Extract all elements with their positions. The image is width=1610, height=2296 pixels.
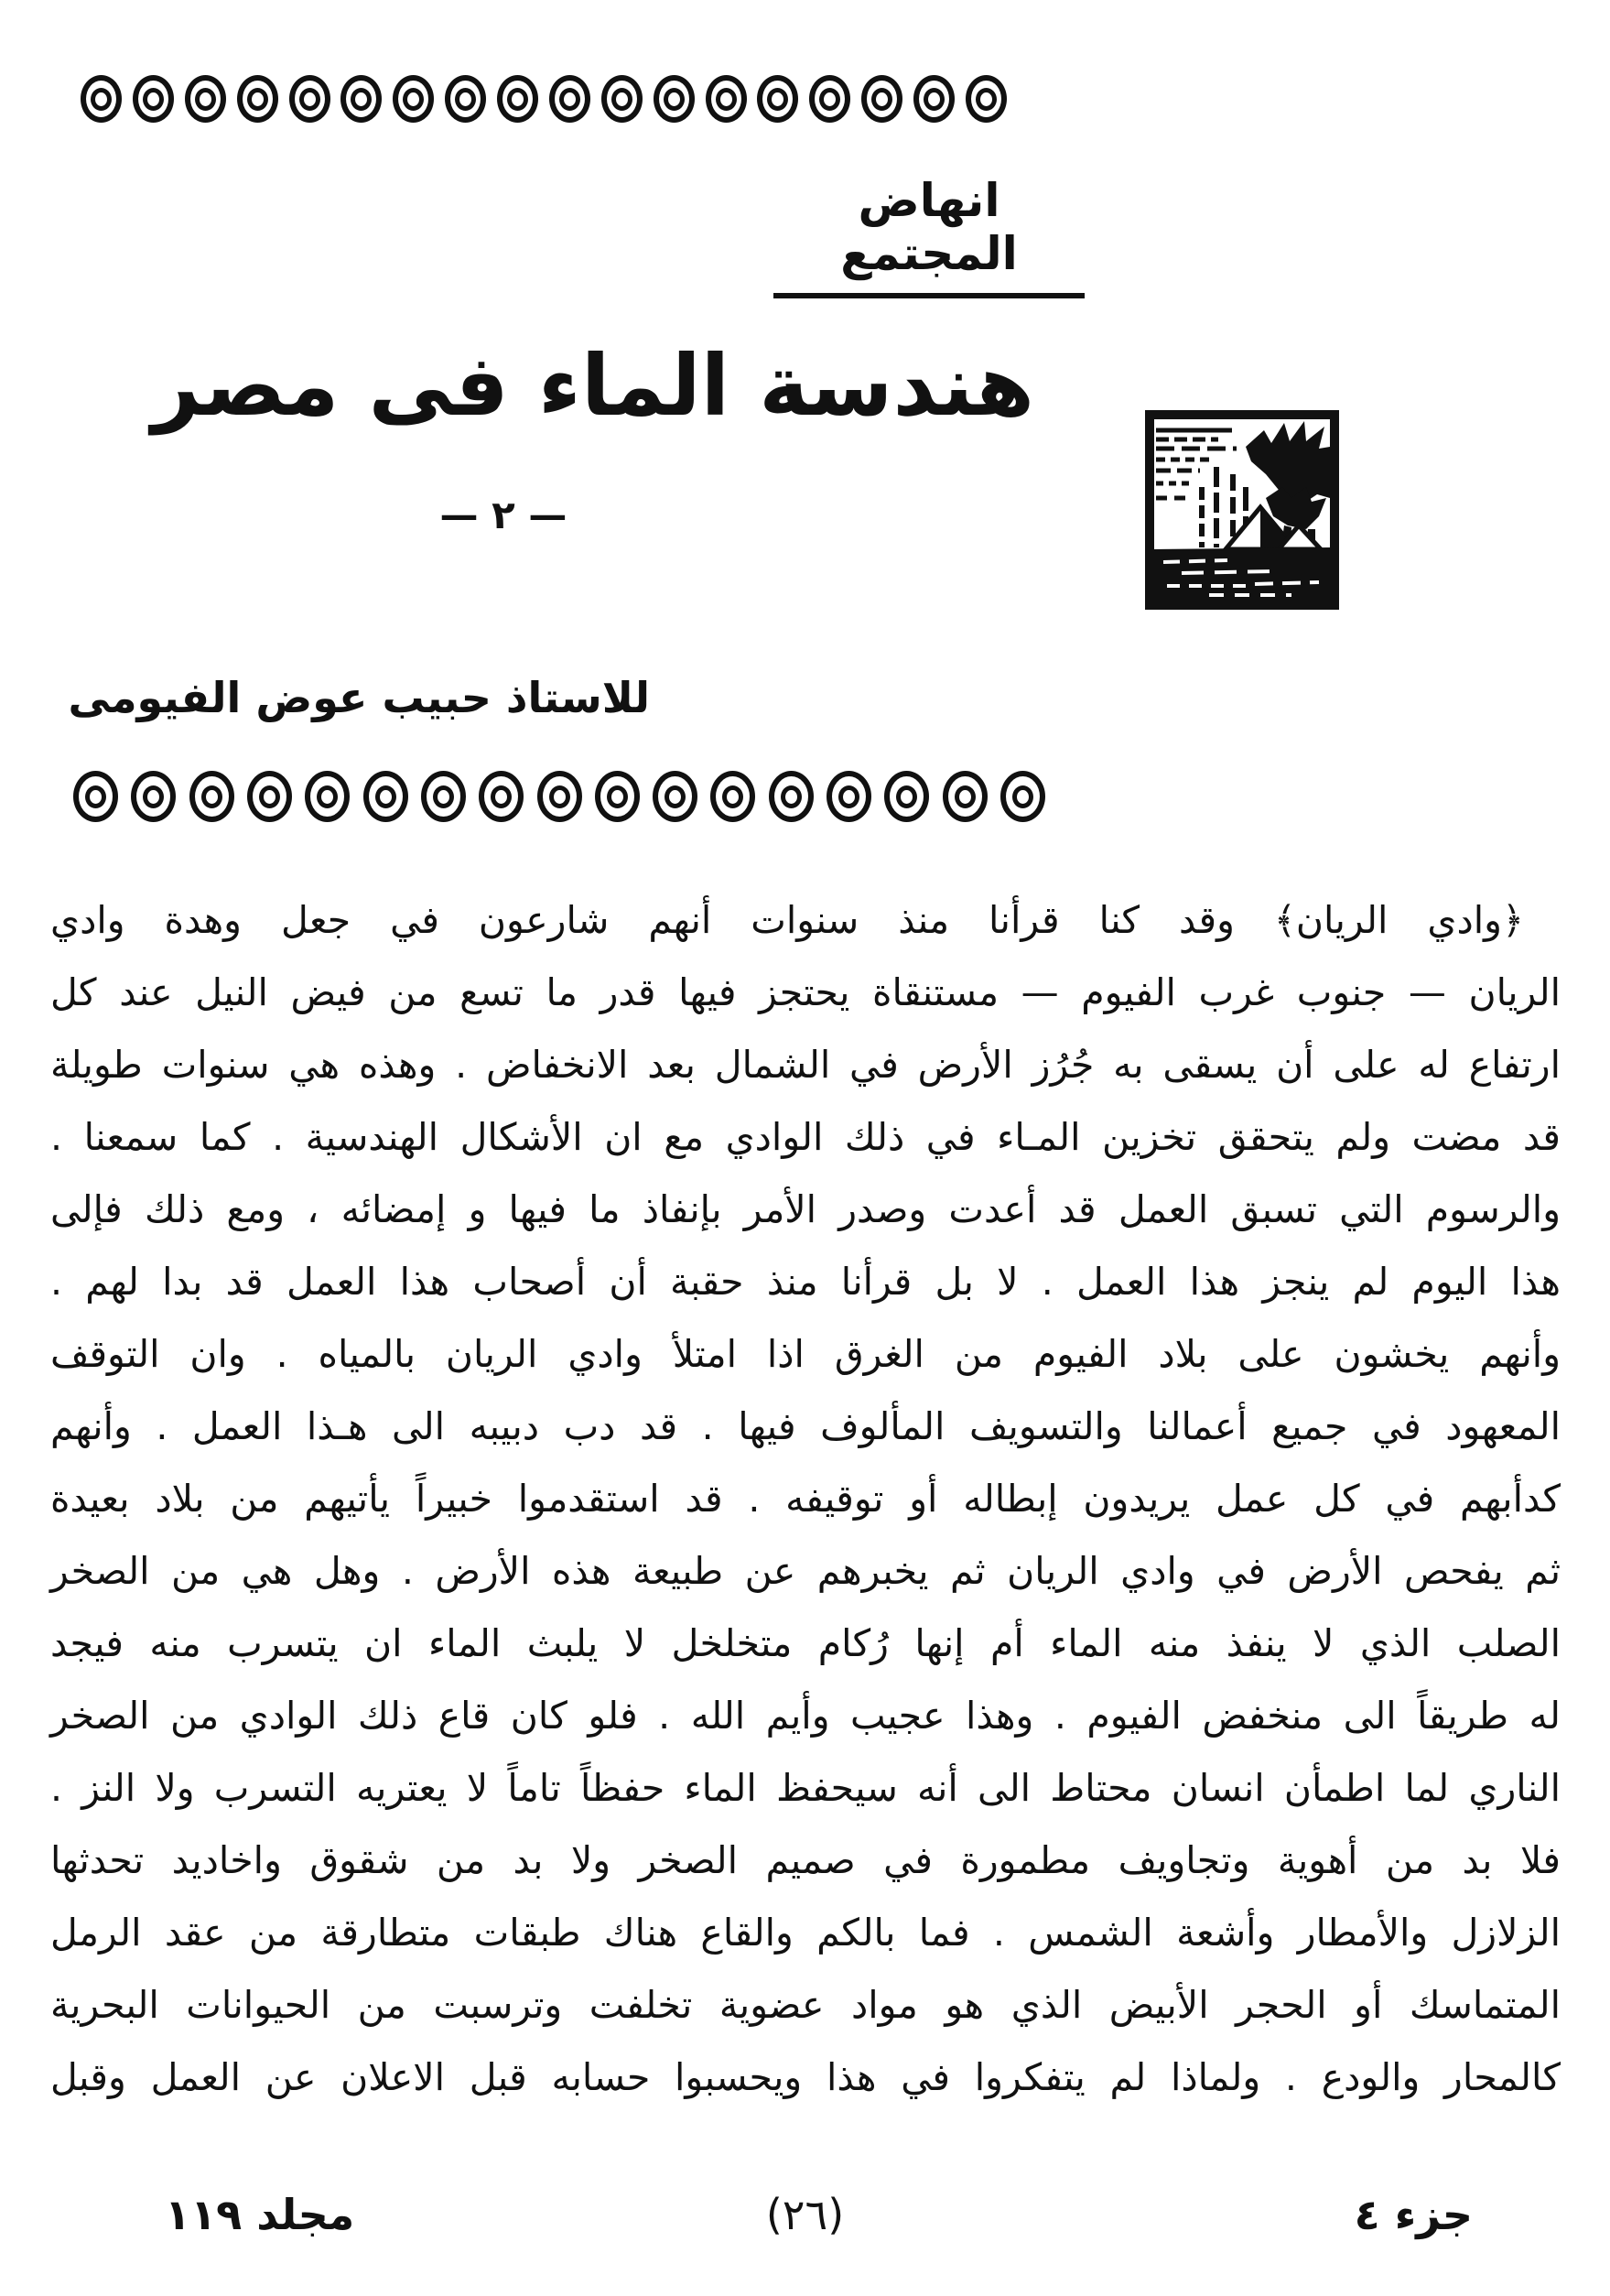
double-circle-ornament-inner — [607, 785, 628, 808]
double-circle-ornament-inner — [1012, 785, 1033, 808]
double-circle-ornament-icon — [861, 75, 902, 123]
body-line: الريان — جنوب غرب الفيوم — مستنقاة يحتجز فيها قدر ما تسع من فيض النيل عند كل — [50, 970, 1561, 1014]
double-circle-ornament-inner — [91, 88, 112, 111]
double-circle-ornament-icon — [305, 771, 350, 822]
ornament-row-top — [81, 75, 1007, 123]
double-circle-ornament-icon — [809, 75, 850, 123]
double-circle-ornament-icon — [769, 771, 814, 822]
double-circle-ornament-inner — [955, 785, 976, 808]
body-line: وأنهم يخشون على بلاد الفيوم من الغرق اذا امتلأ وادي الريان بالمياه . وان التوقف — [50, 1332, 1561, 1376]
body-line: قد مضت ولم يتحقق تخزين المـاء في ذلك الوادي مع ان الأشكال الهندسية . كما سمعنا . — [50, 1115, 1561, 1159]
double-circle-ornament-icon — [549, 75, 590, 123]
double-circle-ornament-inner — [433, 785, 454, 808]
article-title: هندسة الماء فى مصر — [151, 337, 1034, 435]
double-circle-ornament-inner — [491, 785, 512, 808]
double-circle-ornament-inner — [976, 88, 997, 111]
double-circle-ornament-icon — [340, 75, 382, 123]
double-circle-ornament-inner — [143, 785, 164, 808]
double-circle-ornament-icon — [421, 771, 466, 822]
footer-volume-label: مجلد ١١٩ — [165, 2190, 355, 2239]
double-circle-ornament-inner — [403, 88, 424, 111]
body-line: والرسوم التي تسبق العمل قد أعدت وصدر الأمر بإنفاذ ما فيها و إمضائه ، ومع ذلك فإلى — [50, 1187, 1561, 1231]
palms-pyramids-woodcut-icon — [1145, 410, 1339, 610]
double-circle-ornament-icon — [289, 75, 330, 123]
double-circle-ornament-inner — [299, 88, 320, 111]
double-circle-ornament-icon — [913, 75, 955, 123]
double-circle-ornament-icon — [1000, 771, 1045, 822]
vignette-illustration — [1145, 410, 1339, 610]
section-header — [773, 174, 1085, 298]
double-circle-ornament-inner — [611, 88, 632, 111]
double-circle-ornament-inner — [716, 88, 737, 111]
double-circle-ornament-inner — [259, 785, 280, 808]
double-circle-ornament-icon — [247, 771, 292, 822]
footer-page-number: (٢٦) — [765, 2190, 845, 2239]
body-line: المتماسك أو الحجر الأبيض الذي هو مواد عضوية تخلفت وترسبت من الحيوانات البحرية — [50, 1983, 1561, 2027]
double-circle-ornament-icon — [653, 771, 697, 822]
double-circle-ornament-inner — [549, 785, 570, 808]
double-circle-ornament-icon — [81, 75, 122, 123]
body-line: فلا بد من أهوية وتجاويف مطمورة في صميم الصخر ولا بد من شقوق واخاديد تحدثها — [50, 1838, 1561, 1882]
double-circle-ornament-inner — [838, 785, 859, 808]
double-circle-ornament-icon — [131, 771, 176, 822]
double-circle-ornament-inner — [896, 785, 917, 808]
double-circle-ornament-icon — [706, 75, 747, 123]
double-circle-ornament-icon — [497, 75, 538, 123]
double-circle-ornament-inner — [559, 88, 580, 111]
double-circle-ornament-icon — [654, 75, 695, 123]
double-circle-ornament-inner — [767, 88, 788, 111]
double-circle-ornament-icon — [237, 75, 278, 123]
ornament-row-bottom — [73, 771, 1045, 822]
article-body — [50, 884, 1561, 2114]
body-line: المعهود في جميع أعمالنا والتسويف المألوف فيها . قد دب دبيبه الى هـذا العمل . وأنهم — [50, 1404, 1561, 1448]
double-circle-ornament-inner — [143, 88, 164, 111]
double-circle-ornament-icon — [884, 771, 929, 822]
double-circle-ornament-icon — [445, 75, 486, 123]
double-circle-ornament-inner — [247, 88, 268, 111]
double-circle-ornament-inner — [201, 785, 222, 808]
double-circle-ornament-inner — [819, 88, 840, 111]
double-circle-ornament-inner — [375, 785, 396, 808]
body-line: الناري لما اطمأن انسان محتاط الى أنه سيحفظ الماء حفظاً تاماً لا يعتريه التسرب ولا النز . — [50, 1766, 1561, 1810]
double-circle-ornament-inner — [722, 785, 743, 808]
double-circle-ornament-icon — [595, 771, 640, 822]
double-circle-ornament-icon — [189, 771, 234, 822]
double-circle-ornament-icon — [393, 75, 434, 123]
double-circle-ornament-inner — [455, 88, 476, 111]
body-line: كدأبهم في كل عمل يريدون إبطاله أو توقيفه . قد استقدموا خبيراً يأتيهم من بلاد بعيدة — [50, 1477, 1561, 1521]
body-line: ﴿وادي الريان﴾ وقد كنا قرأنا منذ سنوات أنهم شارعون في جعل وهدة وادي — [50, 898, 1524, 942]
double-circle-ornament-icon — [479, 771, 524, 822]
double-circle-ornament-icon — [943, 771, 988, 822]
double-circle-ornament-icon — [710, 771, 755, 822]
double-circle-ornament-icon — [827, 771, 871, 822]
double-circle-ornament-inner — [195, 88, 216, 111]
double-circle-ornament-inner — [924, 88, 945, 111]
double-circle-ornament-inner — [507, 88, 528, 111]
double-circle-ornament-icon — [185, 75, 226, 123]
author-byline: للاستاذ حبيب عوض الفيومى — [68, 673, 650, 722]
double-circle-ornament-icon — [601, 75, 643, 123]
double-circle-ornament-inner — [317, 785, 338, 808]
double-circle-ornament-icon — [133, 75, 174, 123]
double-circle-ornament-inner — [664, 88, 685, 111]
double-circle-ornament-icon — [363, 771, 408, 822]
body-line: الزلازل والأمطار وأشعة الشمس . فما بالكم والقاع هناك طبقات متطارقة من عقد الرمل — [50, 1911, 1561, 1955]
double-circle-ornament-inner — [871, 88, 892, 111]
double-circle-ornament-inner — [351, 88, 372, 111]
body-line: له طريقاً الى منخفض الفيوم . وهذا عجيب وأيم الله . فلو كان قاع ذلك الوادي من الصخر — [50, 1694, 1561, 1738]
body-line: الصلب الذي لا ينفذ منه الماء أم إنها رُكام متخلخل لا يلبث الماء ان يتسرب منه فيجد — [50, 1621, 1561, 1665]
double-circle-ornament-icon — [966, 75, 1007, 123]
body-line: ارتفاع له على أن يسقى به جُرُز الأرض في الشمال بعد الانخفاض . وهذه هي سنوات طويلة — [50, 1043, 1561, 1087]
double-circle-ornament-icon — [537, 771, 582, 822]
footer-part-label: جزء ٤ — [1354, 2190, 1473, 2239]
section-header-text: انهاض المجتمع — [773, 174, 1085, 298]
body-line: هذا اليوم لم ينجز هذا العمل . لا بل قرأنا منذ حقبة أن أصحاب هذا العمل قد بدا لهم . — [50, 1260, 1561, 1304]
double-circle-ornament-inner — [781, 785, 802, 808]
double-circle-ornament-icon — [757, 75, 798, 123]
double-circle-ornament-inner — [665, 785, 686, 808]
body-line: كالمحار والودع . ولماذا لم يتفكروا في هذا ويحسبوا حسابه قبل الاعلان عن العمل وقبل — [50, 2055, 1561, 2099]
part-number: — ٢ — — [439, 493, 567, 537]
double-circle-ornament-inner — [85, 785, 106, 808]
double-circle-ornament-icon — [73, 771, 118, 822]
body-line: ثم يفحص الأرض في وادي الريان ثم يخبرهم عن طبيعة هذه الأرض . وهل هي من الصخر — [50, 1549, 1561, 1593]
